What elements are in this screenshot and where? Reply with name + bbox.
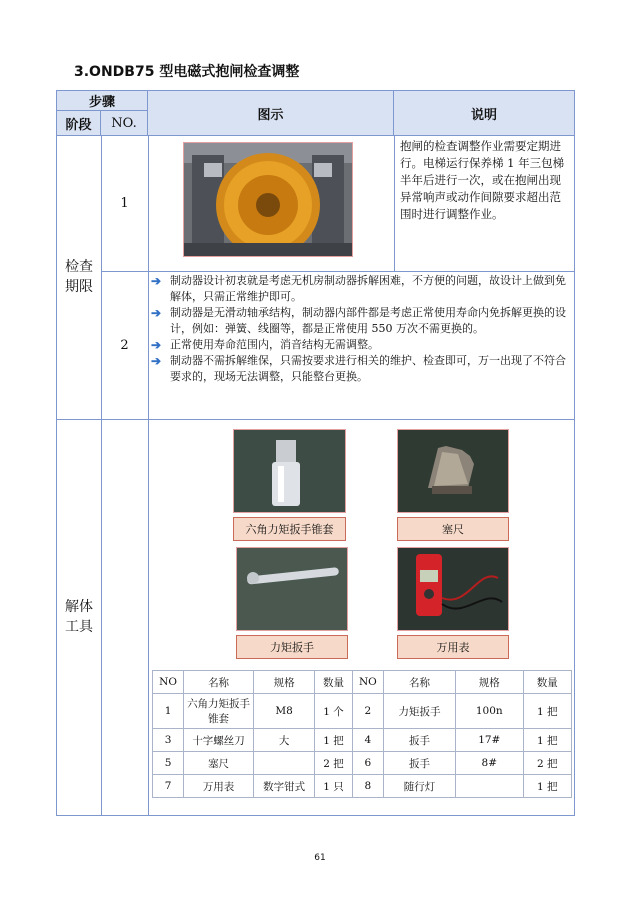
list-item xyxy=(148,337,572,353)
column-header: 数量 xyxy=(523,671,571,694)
stage-label-text: 检查期限 xyxy=(65,259,93,295)
table-cell: 8# xyxy=(455,752,523,775)
list-item xyxy=(148,273,572,305)
table-row xyxy=(153,775,572,798)
bullet-text: 制动器不需拆解维保，只需按要求进行相关的维护、检查即可，万一出现了不符合要求的，现场无法调整，只能整台更换。 xyxy=(170,354,566,383)
table-cell: M8 xyxy=(253,694,314,729)
table-cell: 大 xyxy=(253,729,314,752)
bullet-list xyxy=(148,273,572,419)
explanation-header: 说明 xyxy=(394,91,574,135)
table-cell: 随行灯 xyxy=(383,775,455,798)
table-cell: 2 把 xyxy=(315,752,353,775)
column-header: 名称 xyxy=(383,671,455,694)
socket-photo xyxy=(233,429,346,513)
multimeter-photo xyxy=(397,547,509,631)
torque-wrench-photo xyxy=(236,547,348,631)
bullet-text: 正常使用寿命范围内，消音结构无需调整。 xyxy=(170,338,379,351)
arrow-icon: ➔ xyxy=(151,306,162,320)
divider xyxy=(57,419,574,420)
table-cell xyxy=(253,752,314,775)
table-cell: 数字钳式 xyxy=(253,775,314,798)
row-number: 1 xyxy=(120,195,129,211)
list-item xyxy=(148,305,572,337)
photo-caption: 力矩扳手 xyxy=(236,635,348,659)
column-header: 规格 xyxy=(455,671,523,694)
table-row xyxy=(153,729,572,752)
list-item xyxy=(148,353,572,385)
illustration-header: 图示 xyxy=(148,91,394,135)
table-cell: 六角力矩扳手锥套 xyxy=(184,694,254,729)
table-cell: 7 xyxy=(153,775,184,798)
table-cell: 8 xyxy=(352,775,383,798)
table-row xyxy=(153,752,572,775)
no-header: NO. xyxy=(101,111,148,135)
stage-header: 阶段 xyxy=(57,111,101,135)
tools-table xyxy=(152,670,572,798)
page-number: 61 xyxy=(314,853,326,863)
column-header: 名称 xyxy=(184,671,254,694)
table-cell: 塞尺 xyxy=(184,752,254,775)
table-cell: 2 xyxy=(352,694,383,729)
stage-label-inspection xyxy=(57,135,101,419)
table-cell: 万用表 xyxy=(184,775,254,798)
photo-caption: 六角力矩扳手锥套 xyxy=(233,517,346,541)
row-number: 2 xyxy=(120,337,129,353)
table-cell: 1 个 xyxy=(315,694,353,729)
table-cell: 100n xyxy=(455,694,523,729)
column-header: NO xyxy=(153,671,184,694)
table-cell: 4 xyxy=(352,729,383,752)
table-cell: 17# xyxy=(455,729,523,752)
column-header: 规格 xyxy=(253,671,314,694)
table-cell: 6 xyxy=(352,752,383,775)
table-cell: 扳手 xyxy=(383,752,455,775)
divider xyxy=(148,135,149,815)
table-cell: 十字螺丝刀 xyxy=(184,729,254,752)
arrow-icon: ➔ xyxy=(151,354,162,368)
table-row xyxy=(153,694,572,729)
table-cell: 3 xyxy=(153,729,184,752)
photo-caption: 塞尺 xyxy=(397,517,509,541)
steps-header: 步骤 xyxy=(57,91,148,111)
table-cell xyxy=(455,775,523,798)
table-cell: 力矩扳手 xyxy=(383,694,455,729)
column-header: 数量 xyxy=(315,671,353,694)
table-cell: 扳手 xyxy=(383,729,455,752)
divider xyxy=(394,135,395,271)
table-cell: 1 把 xyxy=(523,694,571,729)
stage-label-tools xyxy=(57,419,101,815)
table-header-row xyxy=(153,671,572,694)
feeler-gauge-photo xyxy=(397,429,509,513)
table-cell: 5 xyxy=(153,752,184,775)
table-cell: 1 把 xyxy=(523,729,571,752)
table-cell: 1 只 xyxy=(315,775,353,798)
table-cell: 1 把 xyxy=(523,775,571,798)
stage-label-text: 解体工具 xyxy=(65,599,93,635)
arrow-icon: ➔ xyxy=(151,338,162,352)
table-cell: 1 xyxy=(153,694,184,729)
divider xyxy=(101,271,574,272)
section-title: 3.ONDB75 型电磁式抱闸检查调整 xyxy=(74,64,300,80)
bullet-text: 制动器是无滑动轴承结构，制动器内部件都是考虑正常使用寿命内免拆解更换的设计，例如：弹簧、线圈等，都是正常使用 550 万次不需更换的。 xyxy=(170,306,566,335)
photo-caption: 万用表 xyxy=(397,635,509,659)
column-header: NO xyxy=(352,671,383,694)
bullet-text: 制动器设计初衷就是考虑无机房制动器拆解困难，不方便的问题，故设计上做到免解体，只需正常维护即可。 xyxy=(170,274,566,303)
arrow-icon: ➔ xyxy=(151,274,162,288)
table-cell: 1 把 xyxy=(315,729,353,752)
table-cell: 2 把 xyxy=(523,752,571,775)
brake-photo xyxy=(183,142,353,257)
explanation-text: 抱闸的检查调整作业需要定期进行。电梯运行保养梯 1 年三包梯半年后进行一次，或在抱闸出现异常响声或动作间隙要求超出范围时进行调整作业。 xyxy=(400,139,565,221)
